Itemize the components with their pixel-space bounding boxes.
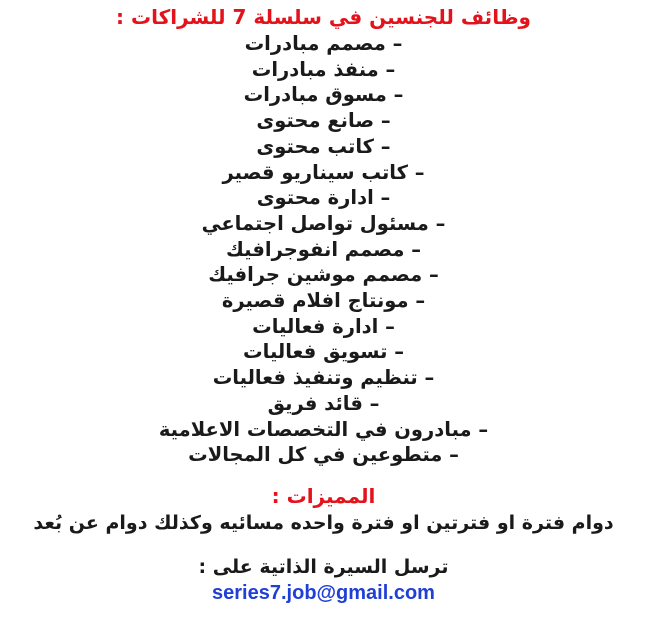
contact-email-link[interactable]: series7.job@gmail.com (212, 581, 435, 604)
job-item: – ادارة فعاليات (252, 314, 395, 338)
job-item: – مصمم موشين جرافيك (208, 263, 439, 287)
job-item: – منفذ مبادرات (251, 57, 396, 81)
spacer (0, 468, 647, 483)
job-item: – مصمم انفوجرافيك (226, 237, 421, 261)
job-item: – مصمم مبادرات (244, 32, 403, 55)
spacer (0, 536, 647, 554)
job-item: – مسئول تواصل اجتماعي (201, 211, 446, 235)
job-item: – قائد فريق (267, 391, 380, 415)
job-item: – مسوق مبادرات (243, 83, 404, 107)
contact-text: ترسل السيرة الذاتية على : (198, 555, 449, 578)
job-item: – كاتب محتوى (256, 134, 391, 158)
job-item: – تنظيم وتنفيذ فعاليات (212, 366, 435, 390)
job-item: – مبادرون في التخصصات الاعلامية (158, 417, 489, 441)
features-text: دوام فترة او فترتين او فترة واحده مسائيه وكذلك دوام عن بُعد (33, 511, 614, 534)
job-item: – متطوعين في كل المجالات (188, 443, 459, 467)
job-item: – مونتاج افلام قصيرة (221, 289, 426, 313)
job-item: – كاتب سيناريو قصير (222, 160, 425, 184)
job-list (0, 31, 647, 468)
job-item: – تسويق فعاليات (243, 340, 404, 364)
job-item: – ادارة محتوى (256, 186, 391, 210)
page-title: وظائف للجنسين في سلسلة 7 للشراكات : (116, 5, 531, 29)
features-heading: المميزات : (271, 483, 376, 508)
job-item: – صانع محتوى (256, 109, 391, 133)
